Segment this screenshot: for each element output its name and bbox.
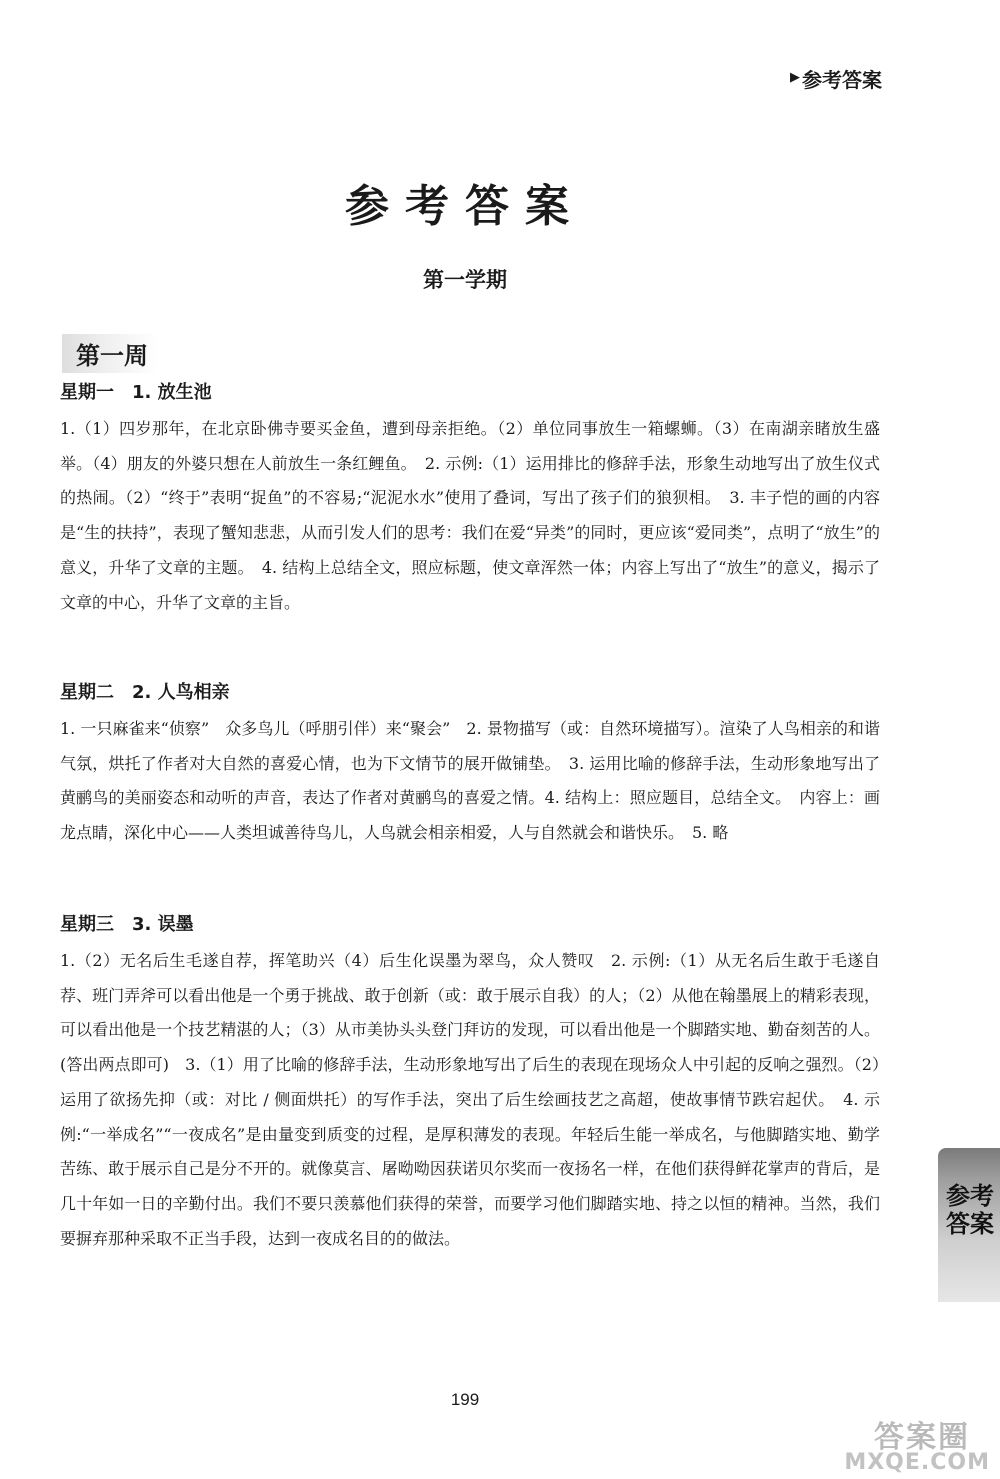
answer-section-wednesday	[60, 912, 880, 1256]
watermark-logo-cn: 答案圈	[874, 1420, 970, 1455]
triangle-marker-icon: ▶	[790, 70, 800, 85]
answer-section-monday	[60, 380, 880, 620]
section-heading: 星期二 2. 人鸟相亲	[60, 682, 230, 703]
running-header	[790, 64, 882, 93]
term-heading: 第一学期	[423, 268, 507, 292]
section-heading: 星期一 1. 放生池	[60, 382, 212, 403]
side-index-tab-label: 参考答案	[946, 1182, 994, 1238]
section-heading: 星期三 3. 误墨	[60, 914, 194, 935]
page-title: 参考答案	[345, 181, 585, 232]
watermark-logo-en: MXQE.COM	[844, 1450, 990, 1475]
week-heading: 第一周	[62, 334, 158, 373]
section-body: 1.（1）四岁那年，在北京卧佛寺要买金鱼，遭到母亲拒绝。（2）单位同事放生一箱螺蛳。（3）在南湖亲睹放生盛举。（4）朋友的外婆只想在人前放生一条红鲤鱼。 2. 示例:（1）运用排比的修辞手法，形象生动地写出了放生仪式的热闹。（2）“终于”表明“捉鱼”的不容易;“泥泥水水”使用了叠词，写出了孩子们的狼狈相。 3. 丰子恺的画的内容是“生的扶持”，表现了蟹知悲悲，从而引发人们的思考：我们在爱“异类”的同时，更应该“爱同类”，点明了“放生”的意义，升华了文章的主题。 4. 结构上总结全文，照应标题，使文章浑然一体；内容上写出了“放生”的意义，揭示了文章的中心，升华了文章的主旨。	[60, 419, 880, 612]
section-body: 1.（2）无名后生毛遂自荐，挥笔助兴（4）后生化误墨为翠鸟，众人赞叹 2. 示例:（1）从无名后生敢于毛遂自荐、班门弄斧可以看出他是一个勇于挑战、敢于创新（或：敢于展示自我）的人；（2）从他在翰墨展上的精彩表现，可以看出他是一个技艺精湛的人；（3）从市美协头头登门拜访的发现，可以看出他是一个脚踏实地、勤奋刻苦的人。(答出两点即可) 3.（1）用了比喻的修辞手法，生动形象地写出了后生的表现在现场众人中引起的反响之强烈。（2）运用了欲扬先抑（或：对比 / 侧面烘托）的写作手法，突出了后生绘画技艺之高超，使故事情节跌宕起伏。 4. 示例:“一举成名”“一夜成名”是由量变到质变的过程，是厚积薄发的表现。年轻后生能一举成名，与他脚踏实地、勤学苦练、敢于展示自己是分不开的。就像莫言、屠呦呦因获诺贝尔奖而一夜扬名一样，在他们获得鲜花掌声的背后，是几十年如一日的辛勤付出。我们不要只羡慕他们获得的荣誉，而要学习他们脚踏实地、持之以恒的精神。当然，我们要摒弃那种采取不正当手段，达到一夜成名目的的做法。	[60, 951, 880, 1248]
answer-section-tuesday	[60, 680, 880, 851]
section-body: 1. 一只麻雀来“侦察” 众多鸟儿（呼朋引伴）来“聚会” 2. 景物描写（或：自然环境描写）。渲染了人鸟相亲的和谐气氛，烘托了作者对大自然的喜爱心情，也为下文情节的展开做铺垫。 3. 运用比喻的修辞手法，生动形象地写出了黄鹂鸟的美丽姿态和动听的声音，表达了作者对黄鹂鸟的喜爱之情。4. 结构上：照应题目，总结全文。 内容上：画龙点睛，深化中心——人类坦诚善待鸟儿，人鸟就会相亲相爱，人与自然就会和谐快乐。 5. 略	[60, 719, 880, 843]
page-number: 199	[450, 1390, 480, 1409]
running-header-label: 参考答案	[802, 68, 882, 92]
